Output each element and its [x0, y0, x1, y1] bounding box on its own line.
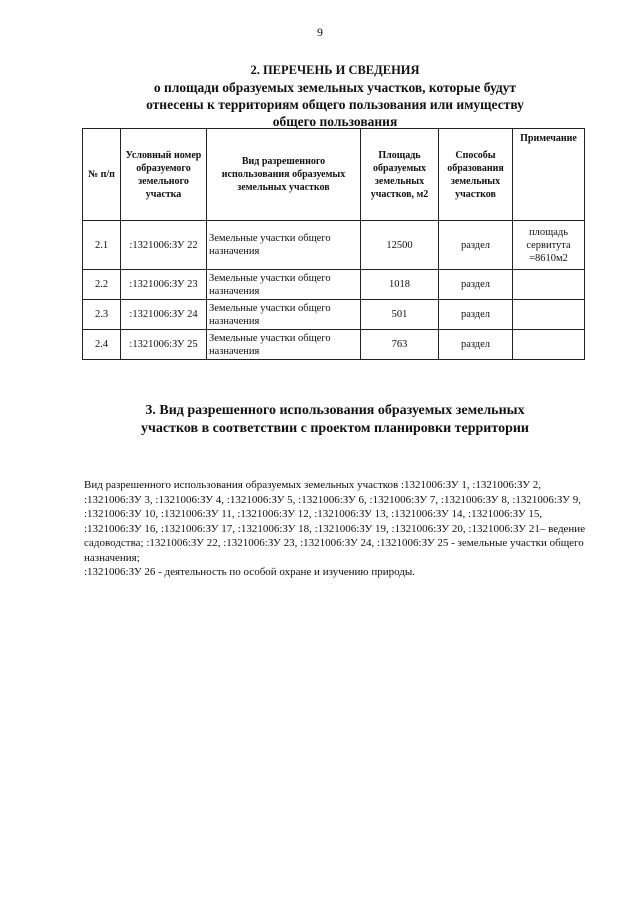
table-row	[83, 221, 585, 270]
cell-num: 2.3	[83, 300, 121, 330]
table-row	[83, 300, 585, 330]
cell-cadastral: :1321006:ЗУ 25	[121, 330, 207, 360]
cell-method: раздел	[439, 221, 513, 270]
cell-area: 12500	[361, 221, 439, 270]
cell-permitted-use: Земельные участки общего назначения	[207, 270, 361, 300]
cell-num: 2.4	[83, 330, 121, 360]
cell-note: площадь сервитута =8610м2	[513, 221, 585, 270]
section2-title-line2: о площади образуемых земельных участков, которые будут	[153, 80, 517, 95]
section3-title	[110, 402, 560, 438]
section3-title-line1: 3. Вид разрешенного использования образуемых земельных	[145, 403, 525, 418]
section2-title	[90, 62, 580, 130]
header-method: Способы образования земельных участков	[439, 129, 513, 221]
section3-body	[84, 478, 600, 580]
table-row	[83, 270, 585, 300]
section2-title-line3: отнесены к территориям общего пользования или имуществу	[146, 97, 524, 112]
cell-permitted-use: Земельные участки общего назначения	[207, 221, 361, 270]
header-num: № п/п	[83, 129, 121, 221]
section3-paragraph-2: :1321006:ЗУ 26 - деятельность по особой охране и изучению природы.	[84, 566, 416, 578]
parcels-table	[82, 128, 585, 360]
cell-cadastral: :1321006:ЗУ 22	[121, 221, 207, 270]
page-number: 9	[317, 25, 323, 39]
cell-note	[513, 330, 585, 360]
cell-area: 763	[361, 330, 439, 360]
table-header-row	[83, 129, 585, 221]
cell-method: раздел	[439, 300, 513, 330]
cell-method: раздел	[439, 330, 513, 360]
cell-cadastral: :1321006:ЗУ 23	[121, 270, 207, 300]
cell-permitted-use: Земельные участки общего назначения	[207, 300, 361, 330]
cell-note	[513, 300, 585, 330]
header-area: Площадь образуемых земельных участков, м2	[361, 129, 439, 221]
cell-note	[513, 270, 585, 300]
cell-num: 2.1	[83, 221, 121, 270]
cell-num: 2.2	[83, 270, 121, 300]
cell-cadastral: :1321006:ЗУ 24	[121, 300, 207, 330]
cell-area: 1018	[361, 270, 439, 300]
cell-area: 501	[361, 300, 439, 330]
cell-method: раздел	[439, 270, 513, 300]
table-row	[83, 330, 585, 360]
header-permitted-use: Вид разрешенного использования образуемых земельных участков	[207, 129, 361, 221]
section2-title-line1: 2. ПЕРЕЧЕНЬ И СВЕДЕНИЯ	[250, 63, 420, 77]
header-cadastral: Условный номер образуемого земельного участка	[121, 129, 207, 221]
section3-paragraph-1: Вид разрешенного использования образуемых земельных участков :1321006:ЗУ 1, :1321006:ЗУ 2, :1321006:ЗУ 3, :1321006:ЗУ 4, :1321006:ЗУ 5, :1321006:ЗУ 6, :1321006:ЗУ 7, :1321006:ЗУ 8, :1321006:ЗУ 9, :1321006:ЗУ 10, :1321006:ЗУ 11, :1321006:ЗУ 12, :1321006:ЗУ 13, :1321006:ЗУ 14, :1321006:ЗУ 15, :1321006:ЗУ 16, :1321006:ЗУ 17, :1321006:ЗУ 18, :1321006:ЗУ 19, :1321006:ЗУ 20, :1321006:ЗУ 21– ведение садоводства; :1321006:ЗУ 22, :1321006:ЗУ 23, :1321006:ЗУ 24, :1321006:ЗУ 25 - земельные участки общего назначения;	[84, 479, 586, 564]
header-note: Примечание	[513, 129, 585, 221]
section3-title-line2: участков в соответствии с проектом планировки территории	[141, 421, 529, 436]
section2-title-line4: общего пользования	[272, 114, 398, 129]
cell-permitted-use: Земельные участки общего назначения	[207, 330, 361, 360]
